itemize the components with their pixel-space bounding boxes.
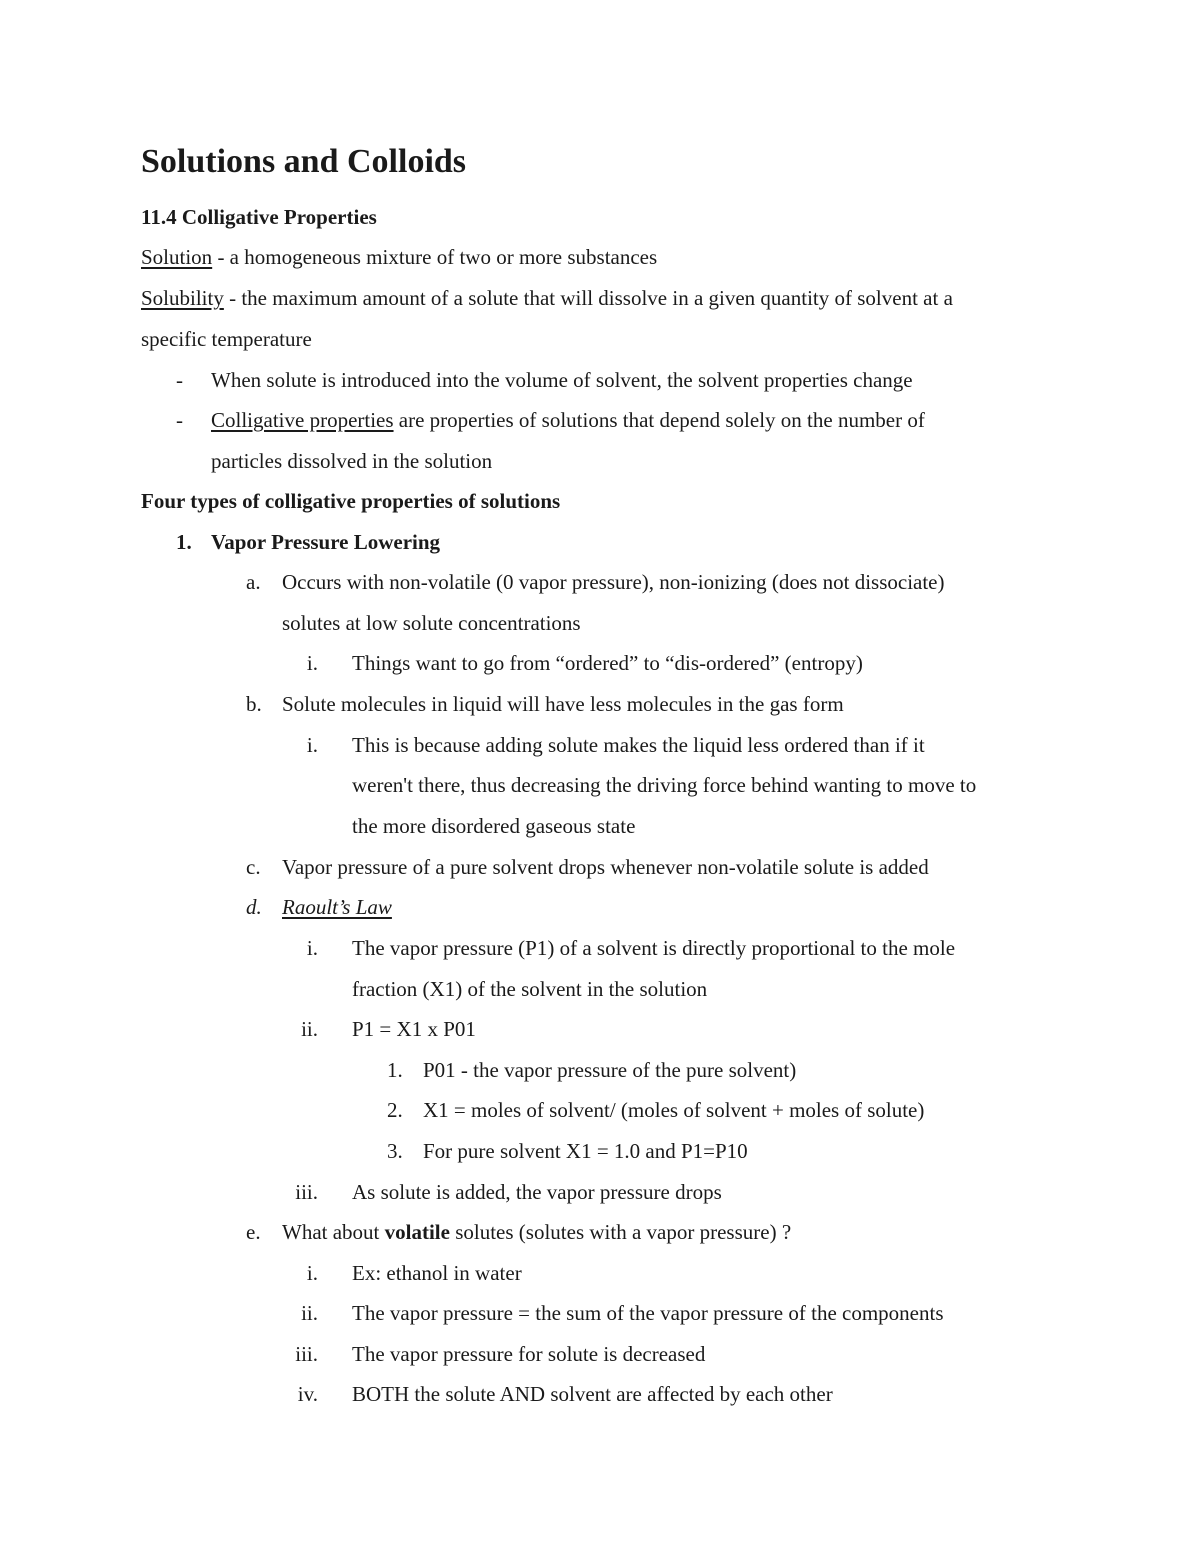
item-d-ii-2: X1 = moles of solvent/ (moles of solvent + moles of solute) bbox=[423, 1098, 925, 1122]
item-b: Solute molecules in liquid will have less molecules in the gas form bbox=[282, 692, 844, 716]
list-marker: i. bbox=[306, 733, 318, 757]
list-marker: 3. bbox=[387, 1139, 403, 1163]
list-marker: 2. bbox=[387, 1098, 403, 1122]
item-a-line2: solutes at low solute concentrations bbox=[282, 611, 581, 635]
list-marker: 1. bbox=[176, 530, 192, 554]
item-b-i-line3: the more disordered gaseous state bbox=[352, 814, 636, 838]
dash-marker: - bbox=[176, 408, 183, 432]
list-marker: c. bbox=[246, 855, 261, 879]
section-heading: 11.4 Colligative Properties bbox=[141, 205, 377, 229]
list-marker: iv. bbox=[297, 1382, 318, 1406]
item-e-bold: volatile bbox=[384, 1220, 450, 1244]
solubility-def-line2: specific temperature bbox=[141, 327, 312, 351]
item-c: Vapor pressure of a pure solvent drops whenever non-volatile solute is added bbox=[282, 855, 929, 879]
list-marker: i. bbox=[306, 936, 318, 960]
item-a-i: Things want to go from “ordered” to “dis-ordered” (entropy) bbox=[352, 651, 863, 675]
solution-term: Solution bbox=[141, 245, 213, 269]
solubility-term: Solubility bbox=[141, 286, 224, 310]
item-a-line1: Occurs with non-volatile (0 vapor pressure), non-ionizing (does not dissociate) bbox=[282, 570, 945, 594]
item-e-i: Ex: ethanol in water bbox=[352, 1261, 522, 1285]
item-b-i-line2: weren't there, thus decreasing the driving force behind wanting to move to bbox=[352, 773, 977, 797]
colligative-rest2: particles dissolved in the solution bbox=[211, 449, 493, 473]
item-d-i-line2: fraction (X1) of the solvent in the solution bbox=[352, 977, 708, 1001]
item-d-ii-1: P01 - the vapor pressure of the pure solvent) bbox=[423, 1058, 797, 1082]
item-e bbox=[282, 1219, 791, 1245]
item-e-iv: BOTH the solute AND solvent are affected by each other bbox=[352, 1382, 833, 1406]
bullet-solvent-change: When solute is introduced into the volume of solvent, the solvent properties change bbox=[211, 368, 913, 392]
list-marker: a. bbox=[246, 570, 261, 594]
dash-marker: - bbox=[176, 368, 183, 392]
item-d-ii-formula: P1 = X1 x P01 bbox=[352, 1017, 476, 1041]
solution-def: - a homogeneous mixture of two or more substances bbox=[212, 245, 658, 269]
list-marker: 1. bbox=[387, 1058, 403, 1082]
item-e-ii: The vapor pressure = the sum of the vapor pressure of the components bbox=[352, 1301, 944, 1325]
four-types-heading: Four types of colligative properties of solutions bbox=[141, 489, 561, 513]
item-e-iii: The vapor pressure for solute is decreased bbox=[352, 1342, 706, 1366]
list-marker: ii. bbox=[301, 1301, 318, 1325]
bullet-colligative bbox=[211, 407, 925, 433]
list-marker: d. bbox=[246, 895, 262, 919]
solubility-def-line1: - the maximum amount of a solute that will dissolve in a given quantity of solvent at a bbox=[223, 286, 953, 310]
list-marker: ii. bbox=[301, 1017, 318, 1041]
item-e-post: solutes (solutes with a vapor pressure) ? bbox=[449, 1220, 792, 1244]
solution-definition bbox=[141, 244, 657, 270]
list-marker: b. bbox=[246, 692, 262, 716]
list-marker: i. bbox=[306, 1261, 318, 1285]
vapor-pressure-lowering-heading: Vapor Pressure Lowering bbox=[211, 530, 441, 554]
raoults-law-heading: Raoult’s Law bbox=[282, 895, 392, 919]
colligative-rest1: are properties of solutions that depend solely on the number of bbox=[393, 408, 925, 432]
list-marker: i. bbox=[306, 651, 318, 675]
item-e-pre: What about bbox=[282, 1220, 385, 1244]
item-d-iii: As solute is added, the vapor pressure drops bbox=[352, 1180, 722, 1204]
item-d-ii-3: For pure solvent X1 = 1.0 and P1=P10 bbox=[423, 1139, 748, 1163]
list-marker: iii. bbox=[295, 1180, 318, 1204]
colligative-term: Colligative properties bbox=[211, 408, 394, 432]
list-marker: iii. bbox=[295, 1342, 318, 1366]
page-title: Solutions and Colloids bbox=[141, 143, 467, 180]
item-d-i-line1: The vapor pressure (P1) of a solvent is directly proportional to the mole bbox=[352, 936, 956, 960]
list-marker: e. bbox=[246, 1220, 261, 1244]
item-b-i-line1: This is because adding solute makes the liquid less ordered than if it bbox=[352, 733, 925, 757]
solubility-definition bbox=[141, 285, 953, 311]
